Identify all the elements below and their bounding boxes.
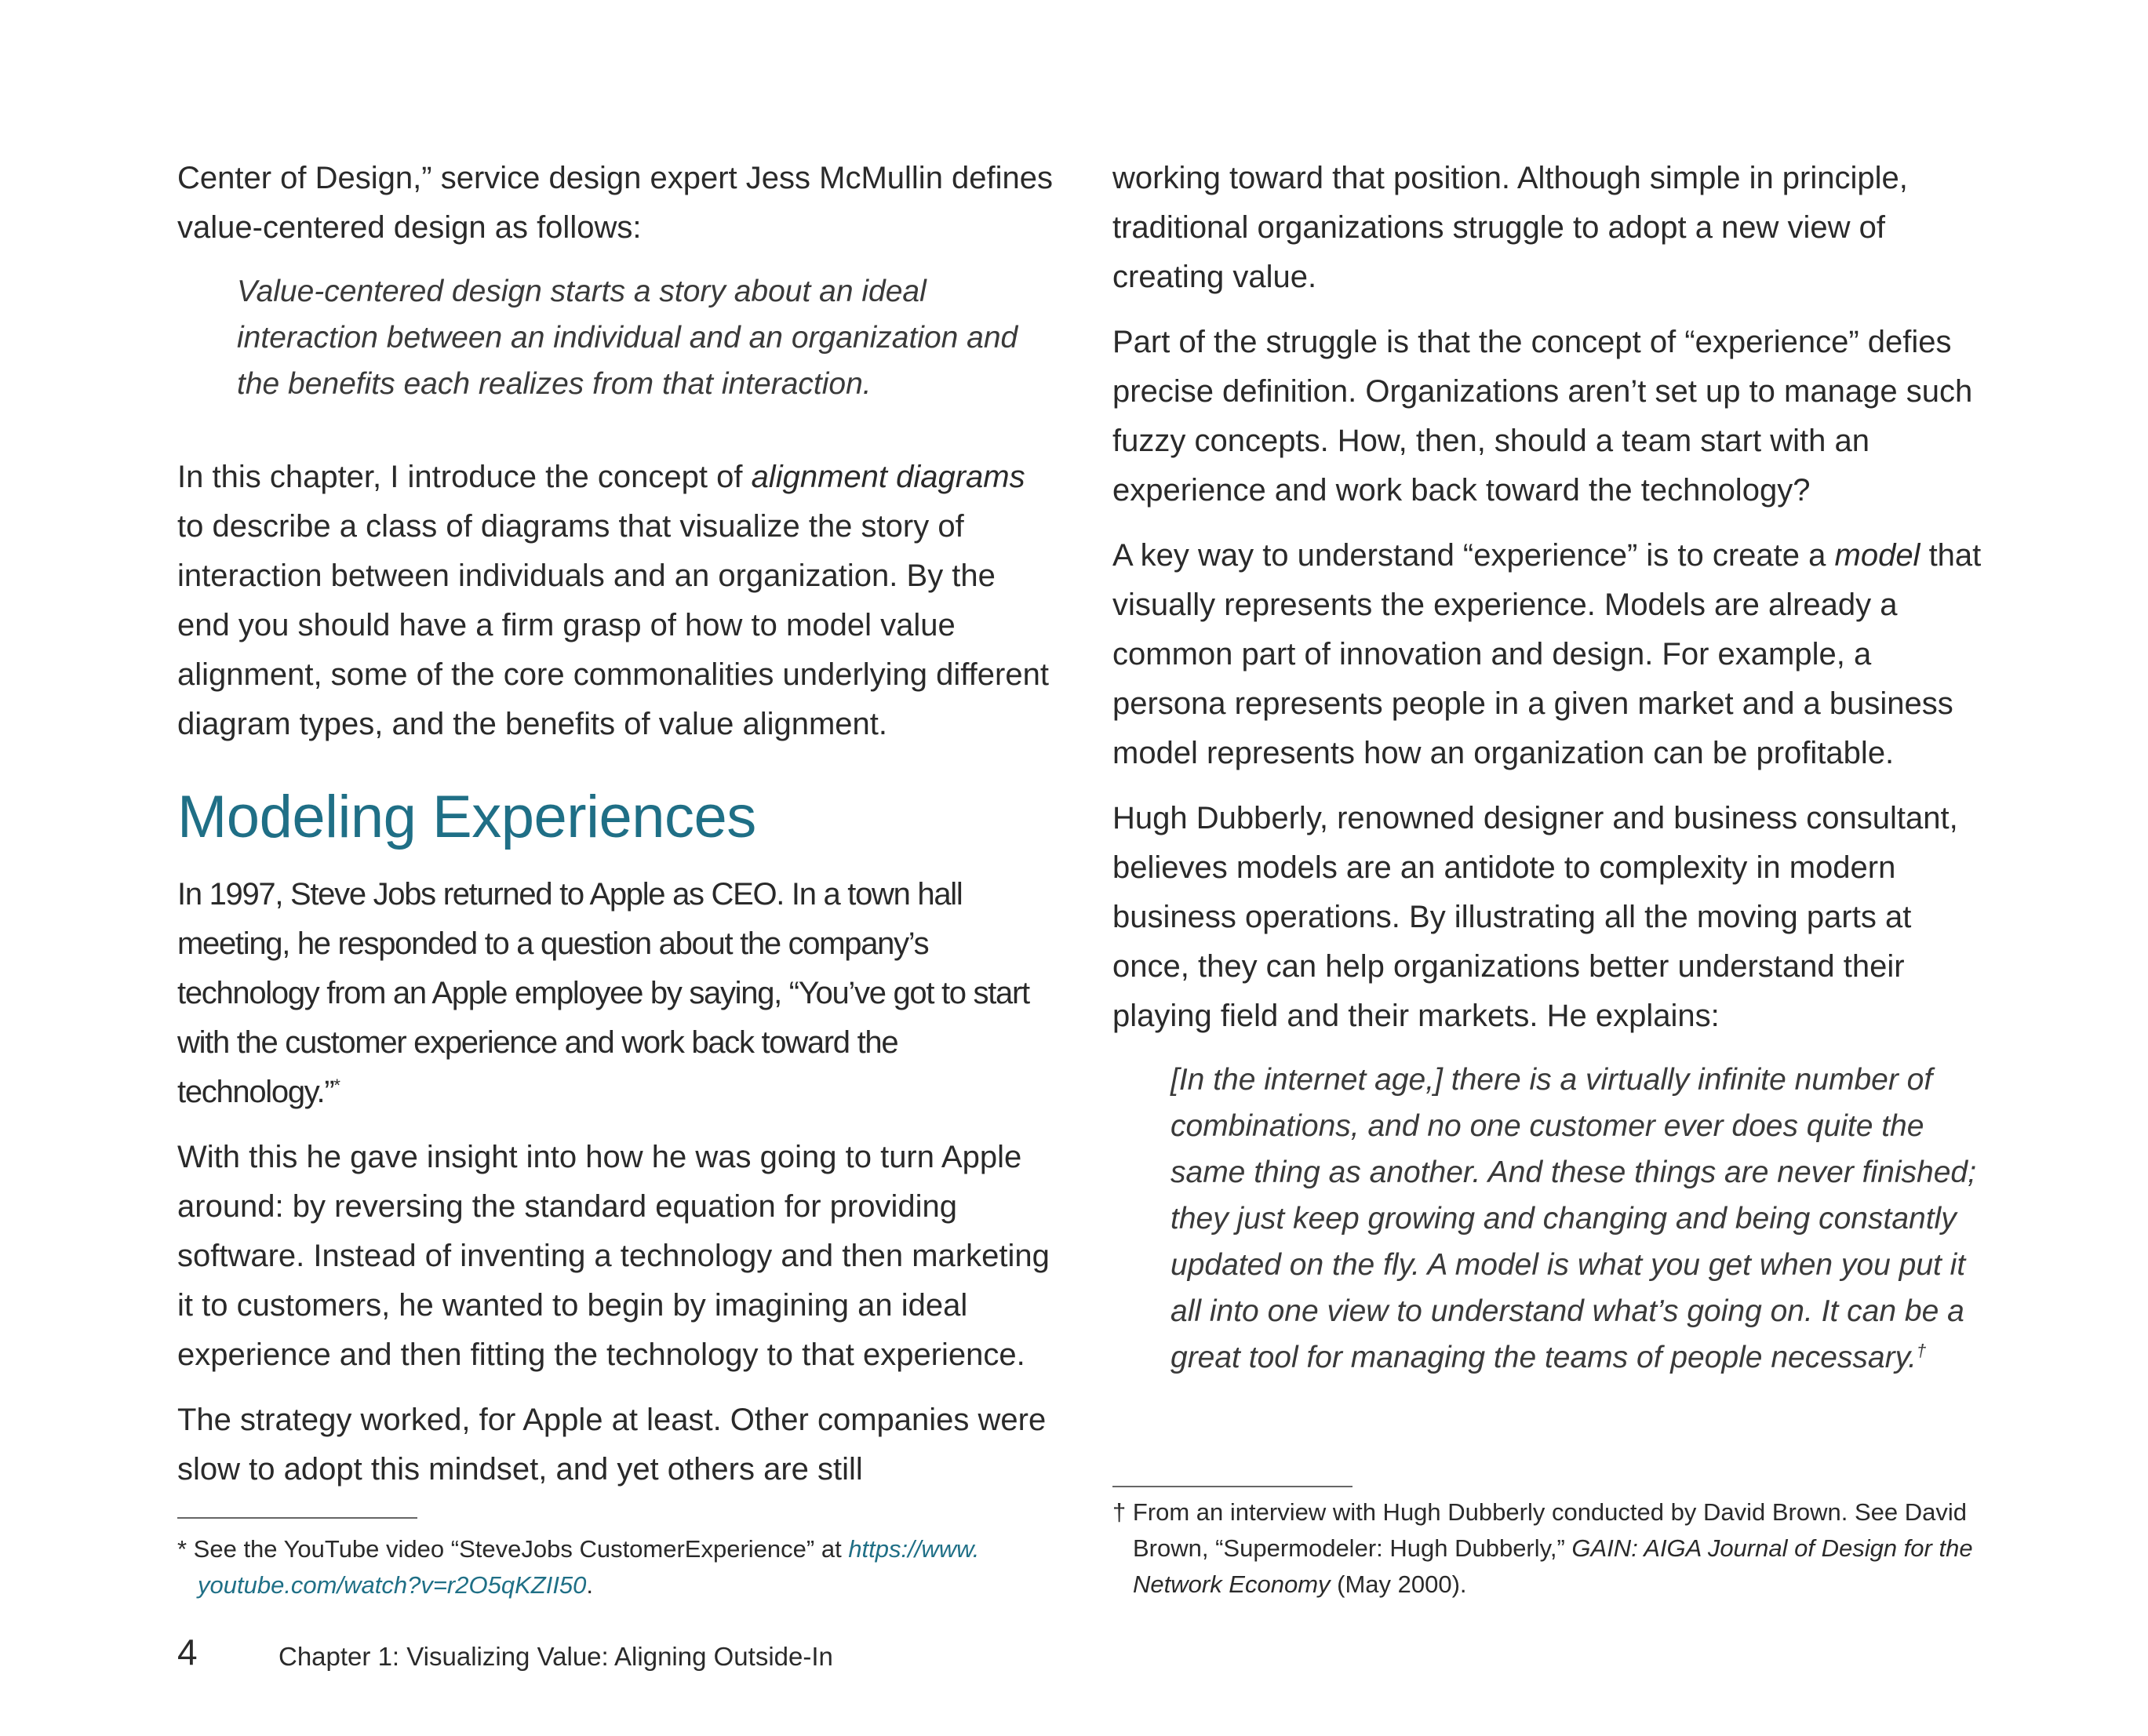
block-quote xyxy=(1170,1057,1991,1381)
right-column xyxy=(1112,154,1991,1381)
paragraph: With this he gave insight into how he was going to turn Apple around: by reversing the standard equation for providing software. Instead of inventing a technology and then marketing it to customers, he wanted to begin by imagining an ideal experience and then fitting the technology to that experience. xyxy=(177,1140,1050,1372)
footnote-marker[interactable]: † xyxy=(1917,1341,1927,1360)
section-heading: Modeling Experiences xyxy=(177,784,756,850)
left-column xyxy=(177,154,1056,1510)
paragraph: Center of Design,” service design expert Jess McMullin defines value-centered design as follows: xyxy=(177,161,1054,245)
paragraph xyxy=(177,453,1056,749)
quote-text: [In the internet age,] there is a virtually infinite number of combinations, and no one customer ever does quite the same thing as another. And these things are never finished; they just keep growing and changing and being constantly updated on the fly. A model is what you get when you put it all into one view to understand what’s going on. It can be a great tool for managing the teams of people necessary. xyxy=(1170,1063,1976,1374)
footnote-divider xyxy=(1112,1486,1353,1487)
footnote-text: . xyxy=(586,1571,594,1599)
block-quote: Value-centered design starts a story about an ideal interaction between an individual and an organization and the benefits each realizes from that interaction. xyxy=(237,275,1018,401)
text-span: to describe a class of diagrams that visualize the story of interaction between individuals and an organization. By the end you should have a firm grasp of how to model value alignment, some of the core commonalities underlying different diagram types, and the benefits of value alignment. xyxy=(177,509,1049,741)
footnote-text: * See the YouTube video “SteveJobs CustomerExperience” at xyxy=(177,1535,849,1563)
footnote-line xyxy=(177,1567,1064,1603)
text-span: In this chapter, I introduce the concept of xyxy=(177,460,752,494)
footnote xyxy=(1112,1494,1999,1603)
footnote-line xyxy=(1112,1567,1999,1603)
paragraph xyxy=(177,870,1056,1117)
paragraph: Part of the struggle is that the concept of “experience” defies precise definition. Organizations aren’t set up to manage such fuzzy concepts. How, then, should a team start with an experience and work back toward the technology? xyxy=(1112,325,1973,508)
page-number: 4 xyxy=(177,1632,198,1672)
text-span: A key way to understand “experience” is to create a xyxy=(1112,538,1835,573)
footnote-text: (May 2000). xyxy=(1330,1570,1467,1598)
paragraph xyxy=(1112,531,1991,778)
text-span: In 1997, Steve Jobs returned to Apple as CEO. In a town hall meeting, he responded to a question about the company’s technology from an Apple employee by saying, “You’ve got to start with the customer experience and work back toward the technology.” xyxy=(177,877,1029,1109)
emphasis-text: alignment diagrams xyxy=(751,460,1025,494)
footnote-line: † From an interview with Hugh Dubberly conducted by David Brown. See David xyxy=(1112,1498,1967,1526)
footnote-line xyxy=(1112,1530,1999,1567)
running-footer: Chapter 1: Visualizing Value: Aligning Outside-In xyxy=(279,1642,833,1671)
footnote-marker[interactable]: * xyxy=(333,1075,340,1095)
paragraph: Hugh Dubberly, renowned designer and business consultant, believes models are an antidote to complexity in modern business operations. By illustrating all the moving parts at once, they can help organizations better understand their playing field and their markets. He explains: xyxy=(1112,801,1958,1033)
footnote-divider xyxy=(177,1517,417,1519)
footnote-line xyxy=(177,1531,1064,1567)
emphasis-text: model xyxy=(1834,538,1920,573)
journal-title: Network Economy xyxy=(1133,1570,1331,1598)
text-span: that visually represents the experience. Models are already a common part of innovation and design. For example, a persona represents people in a given market and a business model represents how an organization can be profitable. xyxy=(1112,538,1982,770)
paragraph: The strategy worked, for Apple at least. Other companies were slow to adopt this mindset, and yet others are still xyxy=(177,1403,1047,1487)
journal-title: GAIN: AIGA Journal of Design for the xyxy=(1571,1534,1973,1562)
footnote xyxy=(177,1531,1064,1603)
footnote-link[interactable]: youtube.com/watch?v=r2O5qKZII50 xyxy=(198,1571,587,1599)
footnote-text: Brown, “Supermodeler: Hugh Dubberly,” xyxy=(1133,1534,1572,1562)
footnote-link[interactable]: https://www. xyxy=(848,1535,980,1563)
paragraph: working toward that position. Although simple in principle, traditional organizations struggle to adopt a new view of creating value. xyxy=(1112,161,1908,294)
